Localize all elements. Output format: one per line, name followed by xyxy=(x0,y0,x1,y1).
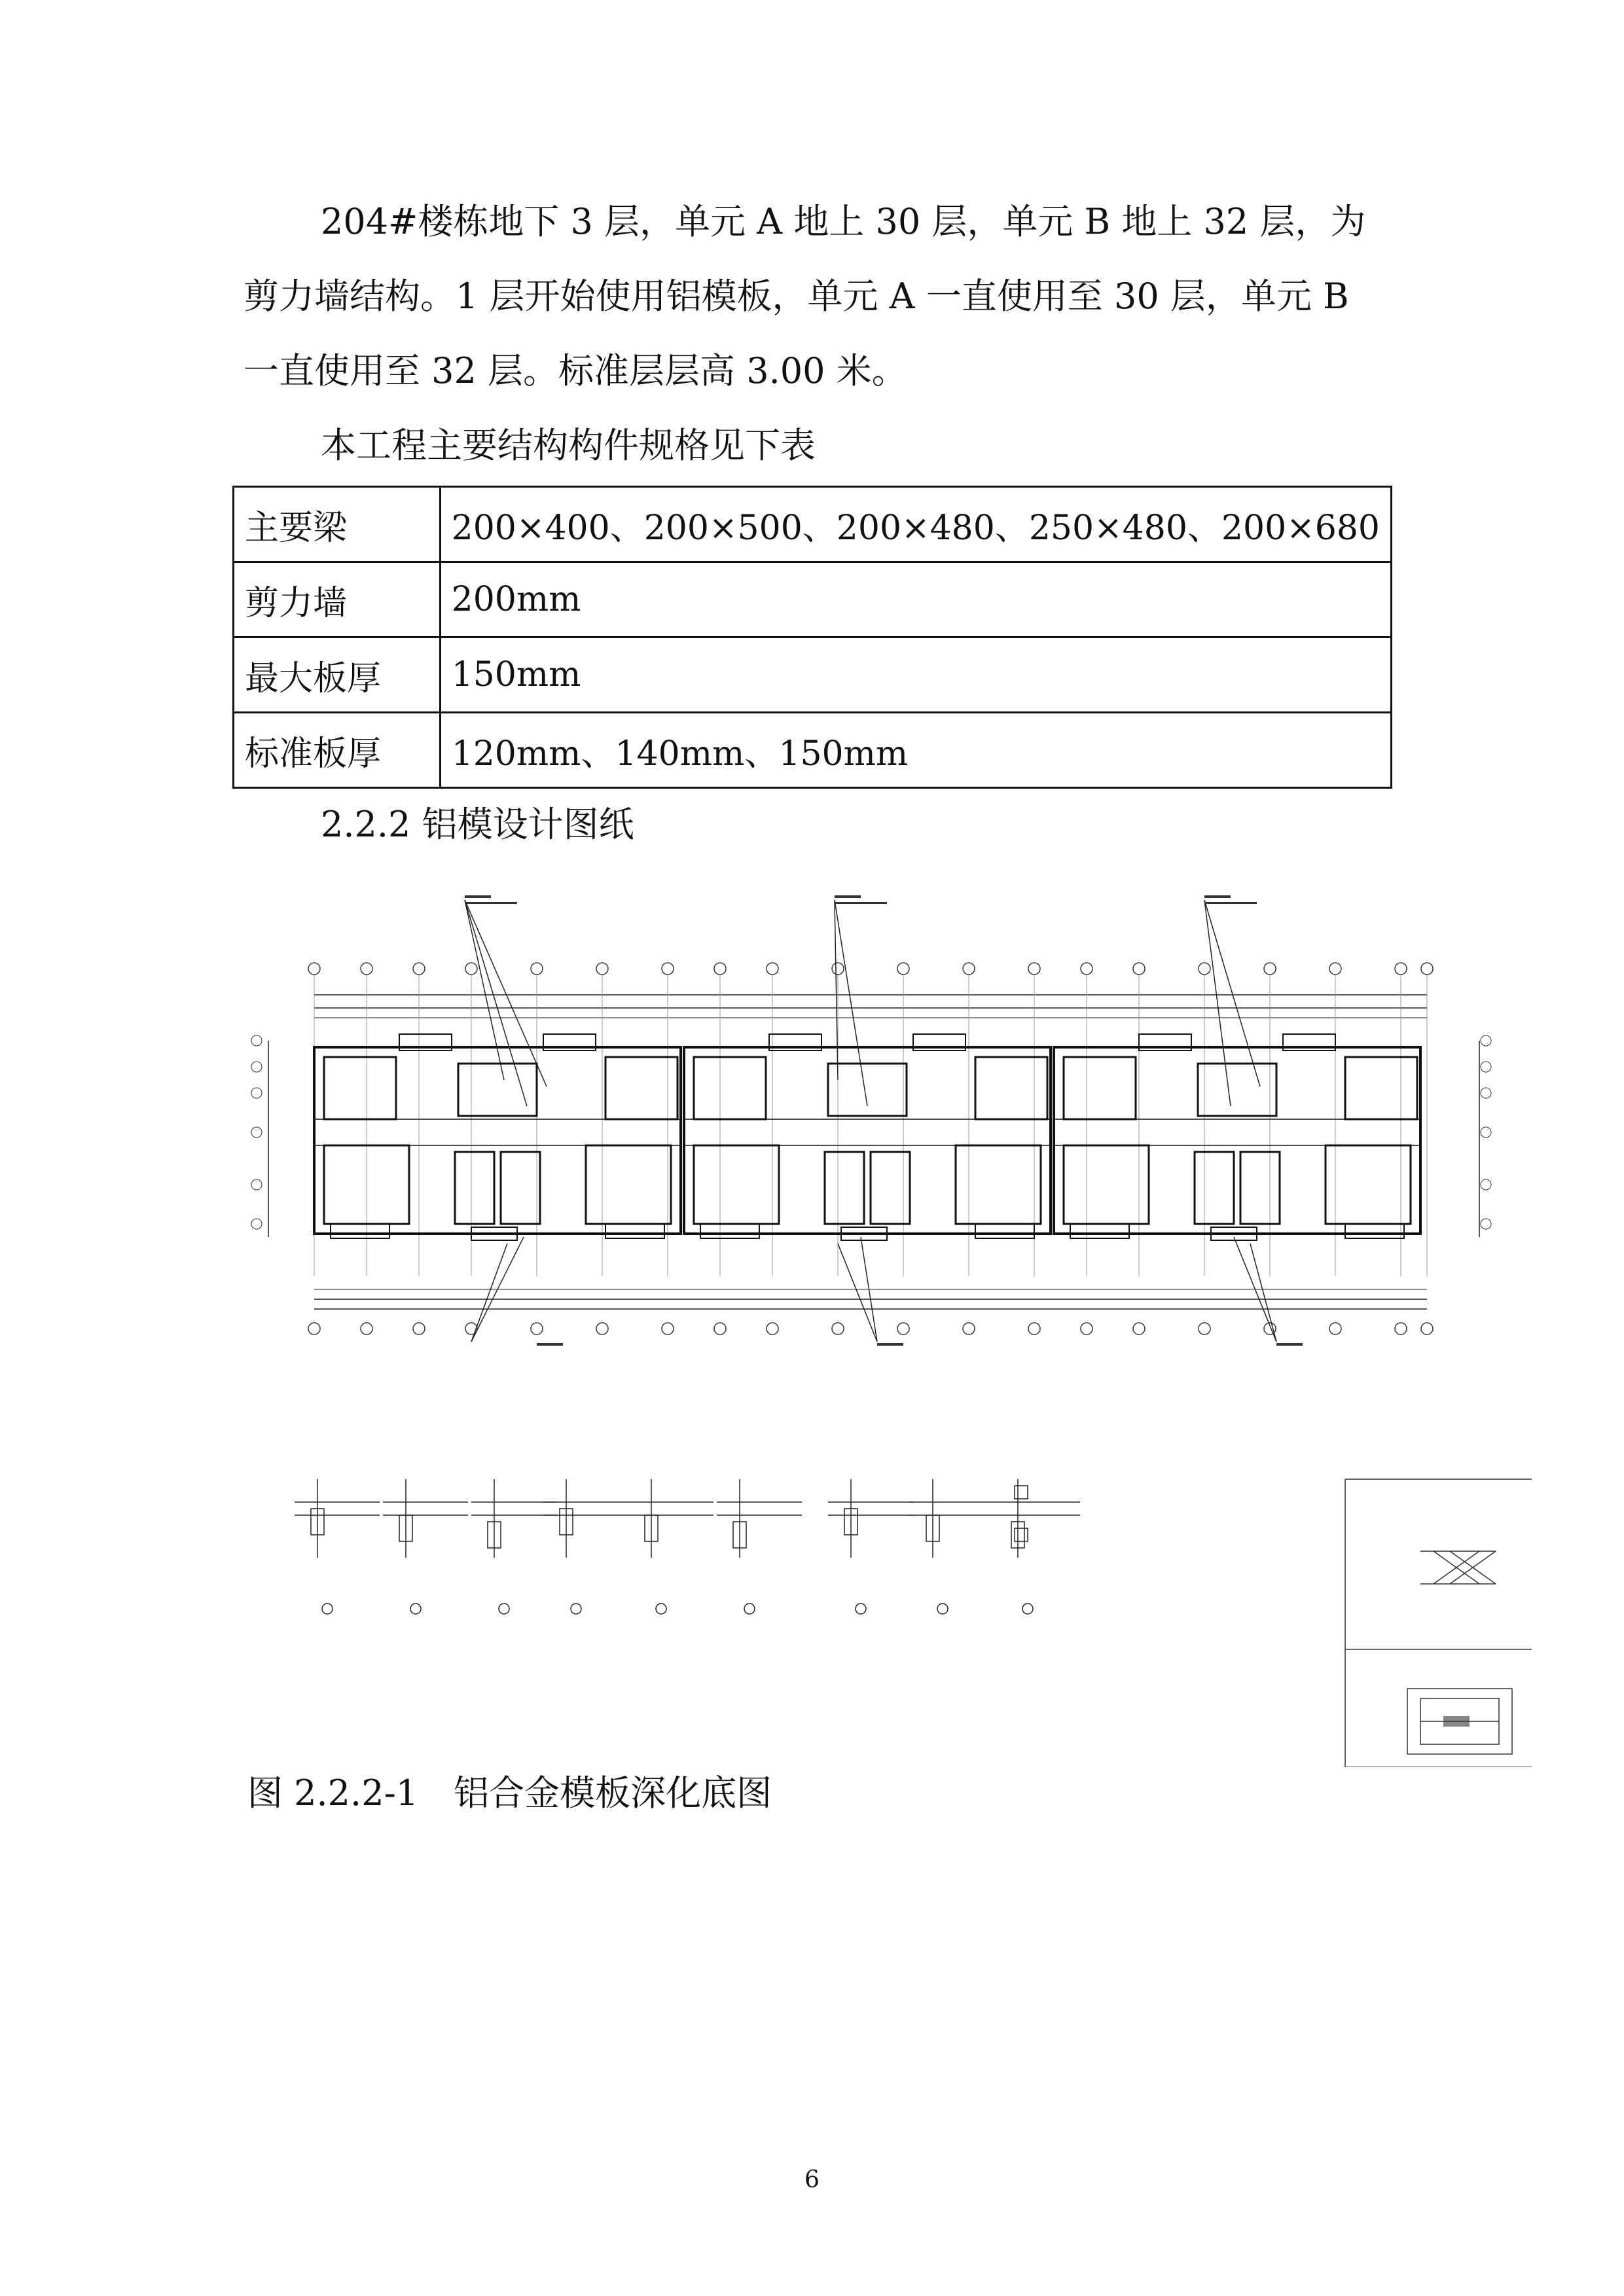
body-paragraph-2: 本工程主要结构构件规格见下表 xyxy=(321,425,816,466)
table-row xyxy=(234,562,1392,637)
table-cell-item: 标准板厚 xyxy=(234,713,441,788)
formwork-drawing xyxy=(249,870,1532,1767)
table-row xyxy=(234,713,1392,788)
table-cell-value: 150mm xyxy=(440,637,1391,713)
table-cell-item: 主要梁 xyxy=(234,487,441,562)
table-row xyxy=(234,487,1392,562)
spec-table xyxy=(232,486,1392,789)
page-number: 6 xyxy=(804,2166,820,2193)
body-paragraph-1 xyxy=(244,185,1382,408)
table-cell-item: 剪力墙 xyxy=(234,562,441,637)
table-row xyxy=(234,637,1392,713)
table-cell-value: 200×400、200×500、200×480、250×480、200×680 xyxy=(440,487,1391,562)
figure-caption: 图 2.2.2-1 铝合金模板深化底图 xyxy=(247,1772,772,1814)
table-cell-value: 120mm、140mm、150mm xyxy=(440,713,1391,788)
paragraph-1-text: 204#楼栋地下 3 层，单元 A 地上 30 层，单元 B 地上 32 层，为剪力墙结构。1 层开始使用铝模板，单元 A 一直使用至 30 层，单元 B 一直使用至 32 层。标准层层高 3.00 米。 xyxy=(244,201,1366,391)
section-heading: 2.2.2 铝模设计图纸 xyxy=(321,804,634,845)
table-cell-item: 最大板厚 xyxy=(234,637,441,713)
table-cell-value: 200mm xyxy=(440,562,1391,637)
